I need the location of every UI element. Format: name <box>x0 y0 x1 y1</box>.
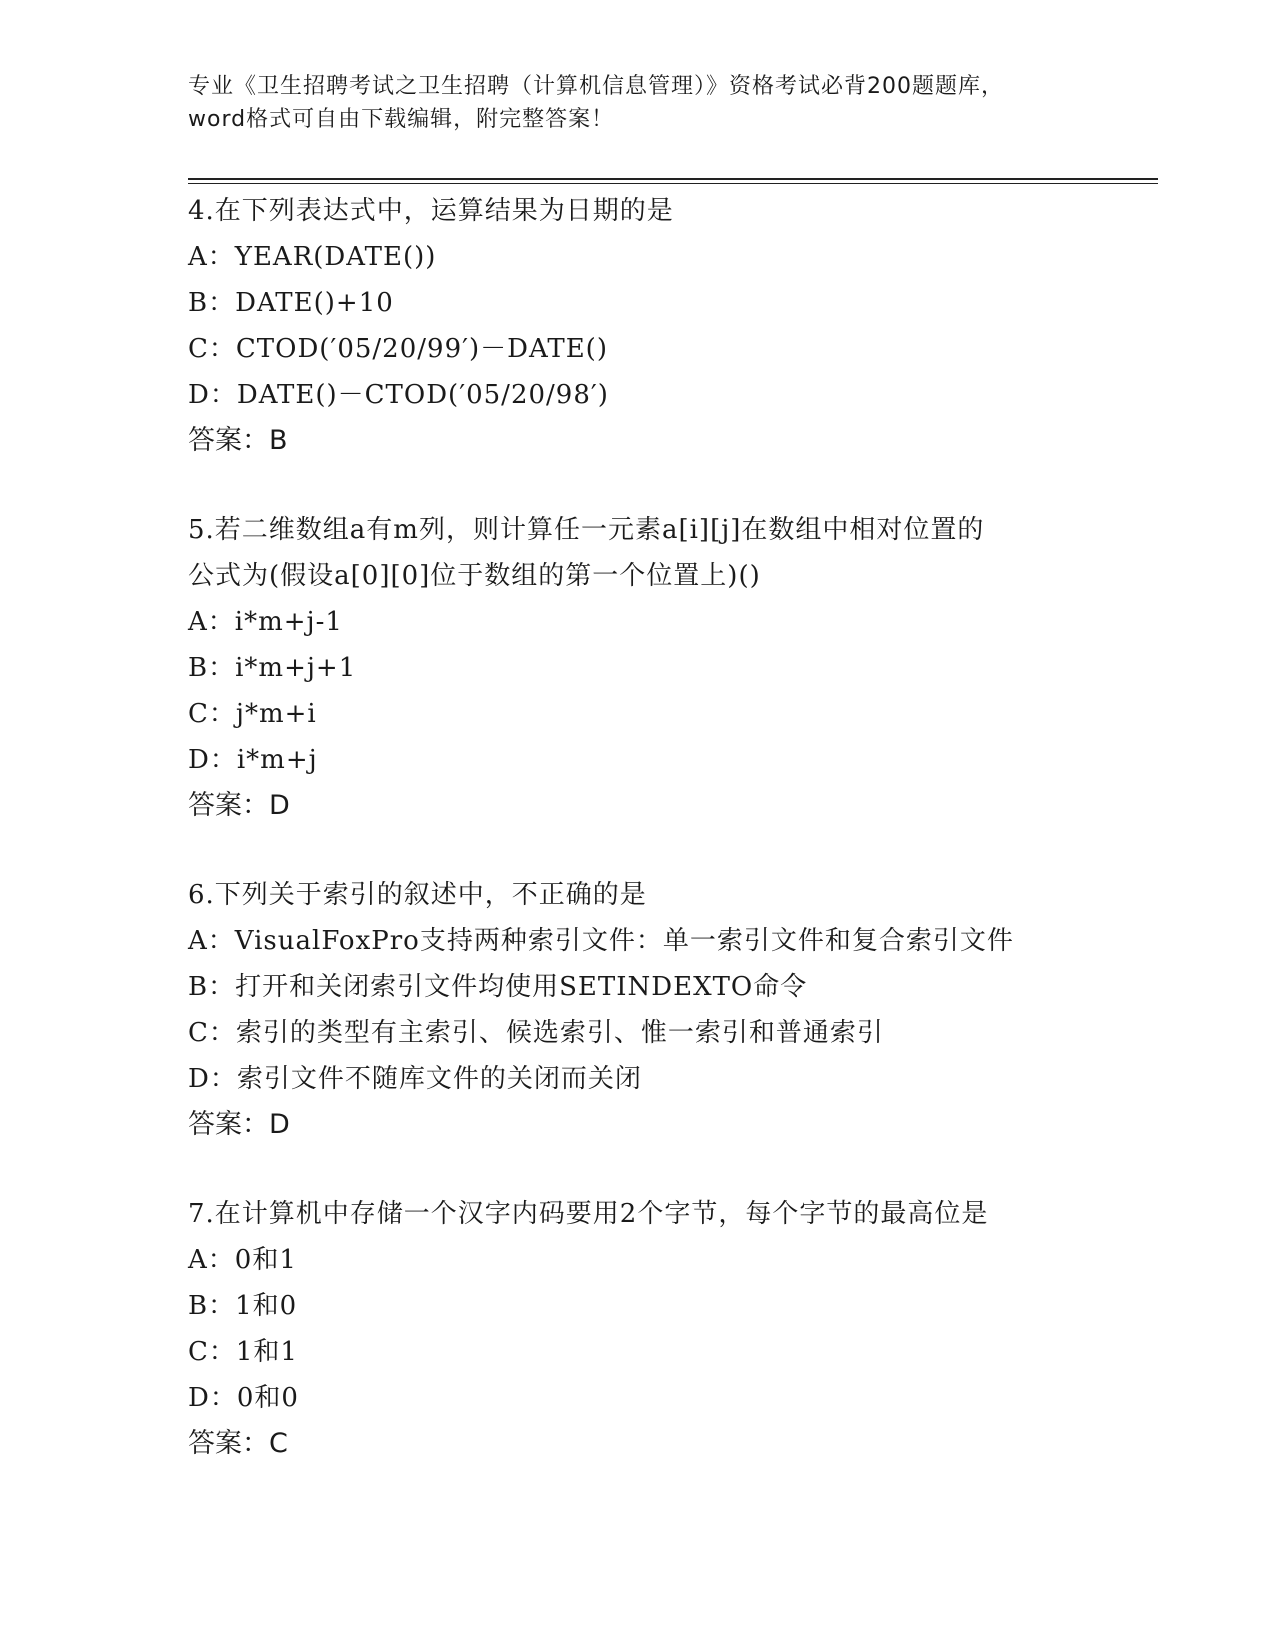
option-d: D：i*m+j <box>188 745 318 775</box>
answer-label: 答案：D <box>188 790 290 821</box>
answer-label: 答案：B <box>188 425 288 456</box>
answer-label: 答案：D <box>188 1109 290 1140</box>
option-c: C：索引的类型有主索引、候选索引、惟一索引和普通索引 <box>188 1018 884 1048</box>
option-a: A：i*m+j-1 <box>188 607 343 637</box>
question-7 <box>188 1191 1158 1467</box>
option-a: A：YEAR(DATE()) <box>188 242 437 272</box>
option-b: B：1和0 <box>188 1291 298 1321</box>
question-stem-continued: 公式为(假设a[0][0]位于数组的第一个位置上)() <box>188 561 761 591</box>
answer-label: 答案：C <box>188 1428 288 1459</box>
question-6 <box>188 872 1158 1148</box>
option-a: A：VisualFoxPro支持两种索引文件：单一索引文件和复合索引文件 <box>188 926 1014 956</box>
question-stem: 4.在下列表达式中，运算结果为日期的是 <box>188 196 674 226</box>
header-line-1: 专业《卫生招聘考试之卫生招聘（计算机信息管理）》资格考试必背200题题库， <box>188 74 1004 99</box>
option-d: D：0和0 <box>188 1383 299 1413</box>
document-header <box>188 70 1088 136</box>
header-line-2: word格式可自由下载编辑，附完整答案！ <box>188 107 615 132</box>
option-c: C：1和1 <box>188 1337 298 1367</box>
question-4 <box>188 188 1158 464</box>
option-b: B：DATE()+10 <box>188 288 394 318</box>
question-stem: 7.在计算机中存储一个汉字内码要用2个字节，每个字节的最高位是 <box>188 1199 989 1229</box>
question-list <box>188 188 1158 1510</box>
question-5 <box>188 507 1158 829</box>
option-b: B：打开和关闭索引文件均使用SETINDEXTO命令 <box>188 972 808 1002</box>
option-c: C：j*m+i <box>188 699 317 729</box>
header-divider <box>188 178 1158 184</box>
question-stem: 6.下列关于索引的叙述中，不正确的是 <box>188 880 647 910</box>
option-d: D：索引文件不随库文件的关闭而关闭 <box>188 1064 642 1094</box>
option-c: C：CTOD(′05/20/99′)－DATE() <box>188 334 608 364</box>
option-d: D：DATE()－CTOD(′05/20/98′) <box>188 380 609 410</box>
question-stem: 5.若二维数组a有m列，则计算任一元素a[i][j]在数组中相对位置的 <box>188 515 985 545</box>
option-a: A：0和1 <box>188 1245 297 1275</box>
option-b: B：i*m+j+1 <box>188 653 357 683</box>
